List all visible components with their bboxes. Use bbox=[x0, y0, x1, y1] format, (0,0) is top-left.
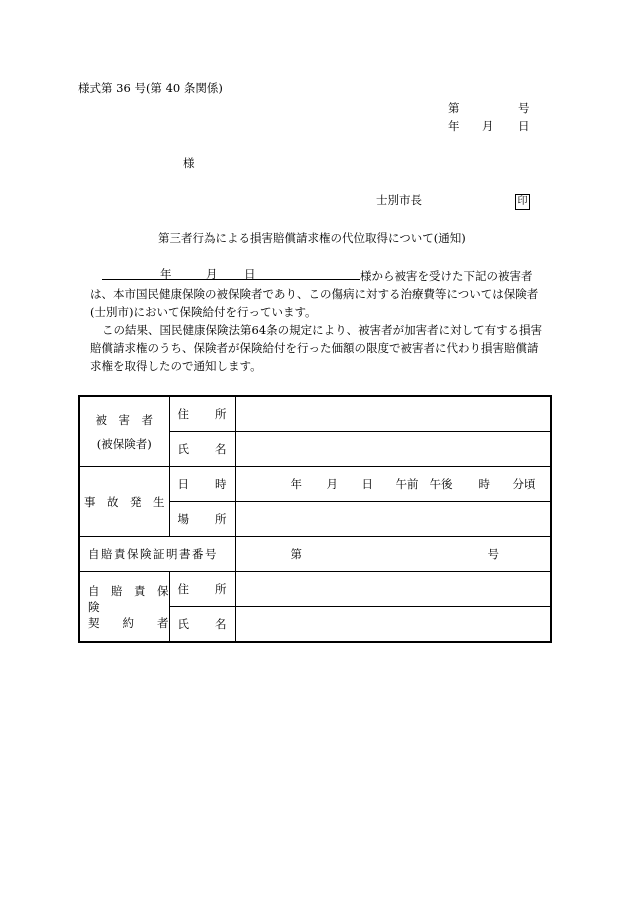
cert-prefix: 第 bbox=[290, 547, 302, 561]
accident-place-label bbox=[169, 502, 235, 537]
cert-number-field[interactable] bbox=[235, 537, 551, 572]
datetime-label-a: 日 bbox=[177, 477, 189, 491]
contractor-name-label bbox=[169, 607, 235, 643]
date-blank-underline bbox=[102, 265, 360, 280]
body-para2-line3: 求権を取得したので通知します。 bbox=[90, 359, 262, 373]
accident-datetime-label bbox=[169, 467, 235, 502]
victim-sub-label: (被保険者) bbox=[96, 436, 152, 451]
victim-name-label-b: 名 bbox=[215, 442, 227, 456]
seal-icon: 印 bbox=[515, 194, 530, 210]
victim-name-label bbox=[169, 432, 235, 467]
victim-label-cell bbox=[79, 396, 169, 467]
body-line1-rest: 様から被害を受けた下記の被害者 bbox=[360, 269, 533, 283]
document-title: 第三者行為による損害賠償請求権の代位取得について(通知) bbox=[158, 231, 466, 245]
dt-day: 日 bbox=[361, 477, 373, 491]
cert-number-label: 自賠責保険証明書番号 bbox=[79, 537, 235, 572]
contractor-label-cell bbox=[79, 572, 180, 643]
dt-minute: 分頃 bbox=[512, 477, 536, 491]
body-year: 年 bbox=[160, 267, 172, 281]
dt-year: 年 bbox=[290, 477, 302, 491]
contractor-address-label-b: 所 bbox=[215, 582, 227, 596]
body-para2-line2: 賠償請求権のうち、保険者が保険給付を行った価額の限度で被害者に代わり損害賠償請 bbox=[90, 341, 539, 355]
place-label-a: 場 bbox=[177, 512, 189, 526]
contractor-address-label bbox=[169, 572, 235, 607]
body-line2: は、本市国民健康保険の被保険者であり、この傷病に対する治療費等については保険者 bbox=[90, 287, 539, 301]
accident-datetime-field[interactable] bbox=[235, 467, 551, 502]
body-day: 日 bbox=[244, 267, 256, 281]
dt-month: 月 bbox=[326, 477, 338, 491]
doc-number-suffix: 号 bbox=[518, 101, 530, 115]
cert-suffix: 号 bbox=[487, 547, 499, 561]
contractor-label-1: 自 賠 責 保 険 bbox=[88, 583, 180, 614]
victim-name-field[interactable] bbox=[235, 432, 551, 467]
dt-pm: 午後 bbox=[429, 477, 453, 491]
body-month: 月 bbox=[206, 267, 218, 281]
notice-body bbox=[90, 265, 558, 375]
datetime-label-b: 時 bbox=[215, 477, 227, 491]
victim-address-field[interactable] bbox=[235, 396, 551, 432]
form-number: 様式第 36 号(第 40 条関係) bbox=[78, 81, 223, 95]
body-line3: (士別市)において保険給付を行っています。 bbox=[90, 305, 317, 319]
dt-hour: 時 bbox=[478, 477, 490, 491]
contractor-address-field[interactable] bbox=[235, 572, 551, 607]
contractor-label-2: 契 約 者 bbox=[88, 615, 169, 630]
accident-label: 事 故 発 生 bbox=[79, 467, 169, 537]
contractor-name-field[interactable] bbox=[235, 607, 551, 643]
date-day: 日 bbox=[518, 119, 530, 133]
addressee-honorific: 様 bbox=[183, 156, 195, 170]
sender-name: 士別市長 bbox=[376, 193, 422, 207]
accident-place-field[interactable] bbox=[235, 502, 551, 537]
claim-details-table bbox=[78, 395, 552, 643]
victim-name-label-a: 氏 bbox=[177, 442, 189, 456]
doc-number-prefix: 第 bbox=[448, 101, 460, 115]
victim-address-label-b: 所 bbox=[215, 407, 227, 421]
victim-address-label bbox=[169, 396, 235, 432]
contractor-name-label-b: 名 bbox=[215, 617, 227, 631]
contractor-name-label-a: 氏 bbox=[177, 617, 189, 631]
victim-label: 被 害 者 bbox=[95, 412, 153, 427]
contractor-address-label-a: 住 bbox=[177, 582, 189, 596]
place-label-b: 所 bbox=[215, 512, 227, 526]
body-para2-line1: この結果、国民健康保険法第64条の規定により、被害者が加害者に対して有する損害 bbox=[102, 323, 543, 337]
date-month: 月 bbox=[482, 119, 494, 133]
date-year: 年 bbox=[448, 119, 460, 133]
seal-mark bbox=[515, 192, 530, 210]
victim-address-label-a: 住 bbox=[177, 407, 189, 421]
dt-am: 午前 bbox=[395, 477, 419, 491]
